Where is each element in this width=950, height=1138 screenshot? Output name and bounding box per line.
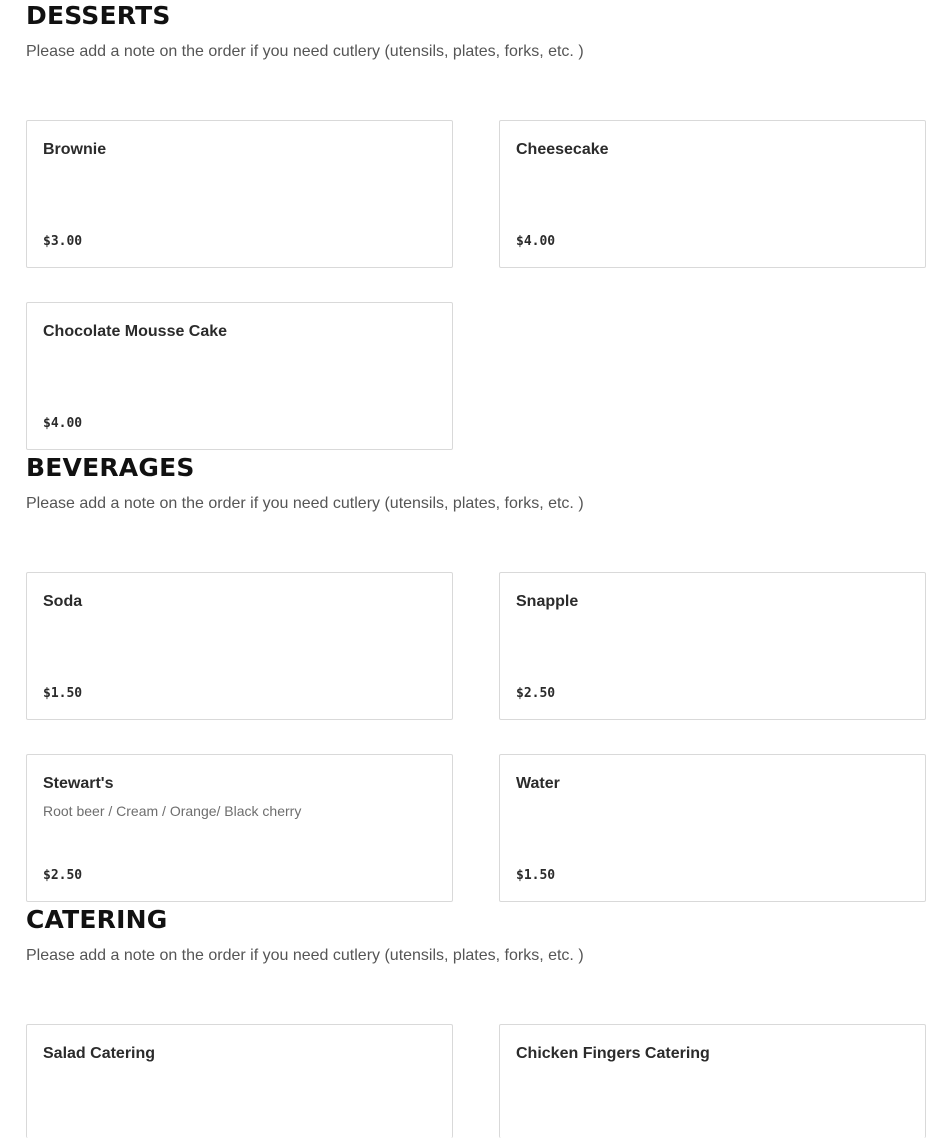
menu-item-name: Chicken Fingers Catering (516, 1045, 710, 1062)
section-title: DESSERTS (26, 1, 171, 30)
section-note: Please add a note on the order if you need cutlery (utensils, plates, forks, etc. ) (26, 43, 584, 60)
section-catering (26, 904, 928, 1062)
menu-item-name: Cheesecake (516, 141, 609, 158)
section-title: BEVERAGES (26, 453, 195, 482)
section-note: Please add a note on the order if you need cutlery (utensils, plates, forks, etc. ) (26, 495, 584, 512)
menu-item-card-chicken-fingers-catering[interactable] (499, 1024, 926, 1138)
menu-item-price: $4.00 (43, 416, 83, 431)
menu-item-card-cheesecake[interactable] (499, 120, 926, 268)
section-desserts (26, 0, 928, 431)
menu-item-name: Water (516, 775, 560, 792)
menu-item-card-salad-catering[interactable] (26, 1024, 453, 1138)
menu-item-price: $1.50 (516, 868, 556, 883)
menu-item-description: Root beer / Cream / Orange/ Black cherry (43, 803, 302, 819)
menu-item-name: Salad Catering (43, 1045, 156, 1062)
menu-item-card-snapple[interactable] (499, 572, 926, 720)
menu-item-price: $4.00 (516, 234, 556, 249)
section-note: Please add a note on the order if you need cutlery (utensils, plates, forks, etc. ) (26, 947, 584, 964)
menu-item-card-chocolate-mousse-cake[interactable] (26, 302, 453, 450)
menu-item-card-water[interactable] (499, 754, 926, 902)
menu-item-name: Soda (43, 593, 83, 610)
menu-item-name: Snapple (516, 593, 579, 610)
menu-item-name: Chocolate Mousse Cake (43, 323, 228, 340)
menu-item-name: Brownie (43, 141, 107, 158)
menu-item-card-soda[interactable] (26, 572, 453, 720)
menu-item-name: Stewart's (43, 775, 114, 792)
section-title: CATERING (26, 905, 168, 934)
menu-item-card-brownie[interactable] (26, 120, 453, 268)
menu-item-price: $2.50 (43, 868, 83, 883)
section-beverages (26, 452, 928, 883)
menu-item-price: $2.50 (516, 686, 556, 701)
menu-item-price: $3.00 (43, 234, 83, 249)
menu-item-card-stewarts[interactable] (26, 754, 453, 902)
menu-item-price: $1.50 (43, 686, 83, 701)
